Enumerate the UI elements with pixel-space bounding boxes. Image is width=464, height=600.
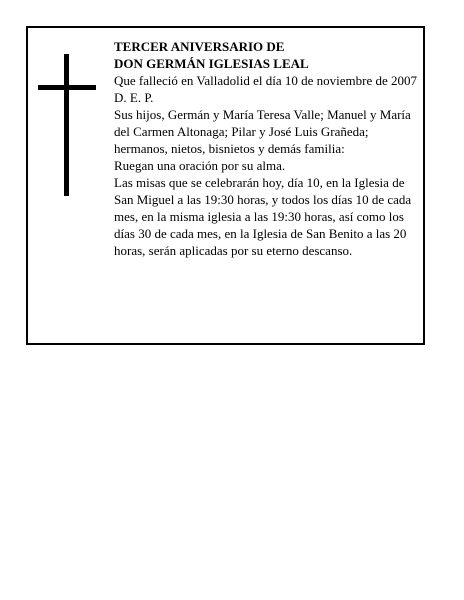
notice-heading-line2: DON GERMÁN IGLESIAS LEAL bbox=[114, 56, 309, 71]
family-list: Sus hijos, Germán y María Teresa Valle; Manuel y María del Carmen Altonaga; Pilar y José Luis Grañeda; hermanos, nietos, bisnietos y demás familia: bbox=[114, 107, 411, 156]
rip-abbreviation: D. E. P. bbox=[114, 90, 154, 105]
prayer-request: Ruegan una oración por su alma. bbox=[114, 158, 286, 173]
masses-info: Las misas que se celebrarán hoy, día 10, en la Iglesia de San Miguel a las 19:30 horas, y todos los días 10 de cada mes, en la misma iglesia a las 19:30 horas, así como los días 30 de cada mes, en la Iglesia de San Benito a las 20 horas, serán aplicadas por su eterno descanso. bbox=[114, 175, 412, 258]
cross-icon bbox=[38, 54, 96, 196]
cross-vertical-bar bbox=[64, 54, 69, 196]
cross-horizontal-bar bbox=[38, 85, 96, 90]
notice-heading-line1: TERCER ANIVERSARIO DE bbox=[114, 39, 285, 54]
death-info: Que falleció en Valladolid el día 10 de noviembre de 2007 bbox=[114, 73, 417, 88]
notice-text bbox=[114, 38, 422, 259]
